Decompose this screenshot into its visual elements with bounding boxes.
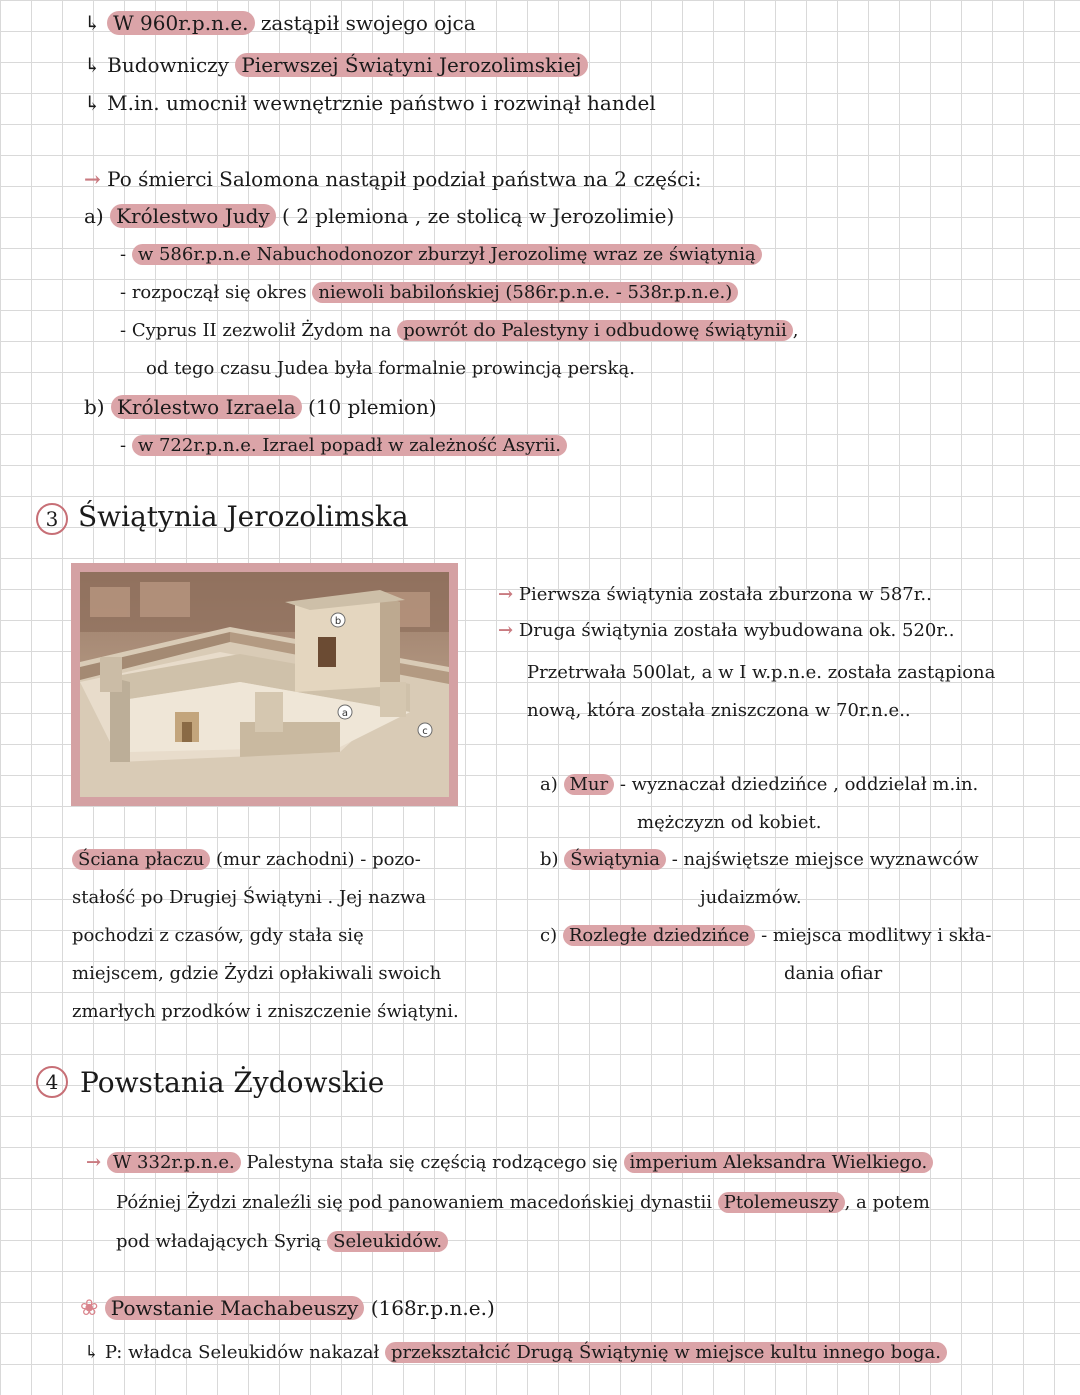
wailing-wall-line-3: pochodzi z czasów, gdy stała się [72, 925, 364, 946]
wailing-wall-line-4: miejscem, gdzie Żydzi opłakiwali swoich [72, 963, 442, 984]
division-a-continuation: od tego czasu Judea była formalnie prowincją perską. [146, 358, 635, 379]
intro-line-2: ↳ Budowniczy Pierwszej Świątyni Jerozolimskiej [84, 52, 588, 78]
highlight: Królestwo Izraela [111, 395, 302, 419]
arrow-icon: → [86, 1152, 102, 1173]
temple-part-a-cont: mężczyzn od kobiet. [637, 812, 822, 833]
wailing-wall-line-5: zmarłych przodków i zniszczenie świątyni. [72, 1001, 459, 1022]
temple-part-a: a) Mur - wyznaczał dziedzińce , oddzielał m.in. [540, 774, 979, 795]
division-b: b) Królestwo Izraela (10 plemion) [84, 395, 437, 419]
intro-line-1: ↳ W 960r.p.n.e. zastąpił swojego ojca [84, 11, 476, 35]
highlight: Ściana płaczu [72, 849, 210, 870]
section4-paragraph-2: Później Żydzi znaleźli się pod panowaniem macedońskiej dynastii Ptolemeuszy , a potem [116, 1192, 930, 1213]
division-a: a) Królestwo Judy ( 2 plemiona , ze stolicą w Jerozolimie) [84, 204, 675, 228]
photo-label-c: c [422, 726, 428, 737]
arrow-icon: → [498, 620, 514, 641]
highlight: przekształcić Drugą Świątynię w miejsce kultu innego boga. [385, 1342, 947, 1363]
arrow-icon: → [498, 584, 514, 605]
highlight: imperium Aleksandra Wielkiego. [624, 1152, 934, 1173]
highlight: Świątynia [564, 849, 666, 870]
highlight: Królestwo Judy [110, 204, 276, 228]
temple-fact-3: Przetrwała 500lat, a w I w.p.n.e. została zastąpiona [527, 662, 996, 683]
division-a-item-2: - rozpoczął się okres niewoli babilońskiej (586r.p.n.e. - 538r.p.n.e.) [120, 280, 738, 306]
section4-paragraph-3: pod władających Syrią Seleukidów. [116, 1229, 448, 1255]
section-number-3: 3 [36, 503, 68, 535]
section-title-3: Świątynia Jerozolimska [78, 500, 409, 533]
intro-line-3: ↳ M.in. umocnił wewnętrznie państwo i rozwinął handel [84, 91, 656, 115]
division-a-item-3: - Cyprus II zezwolił Żydom na powrót do Palestyny i odbudowę świątynii , [120, 320, 799, 341]
highlight: powrót do Palestyny i odbudowę świątynii [397, 320, 793, 341]
temple-part-c: c) Rozległe dziedzińce - miejsca modlitwy i skła- [540, 925, 992, 946]
highlight: Pierwszej Świątyni Jerozolimskiej [235, 53, 587, 77]
wailing-wall-line-1: Ściana płaczu (mur zachodni) - pozo- [72, 847, 421, 873]
arrow-icon: → [84, 167, 101, 191]
temple-part-c-cont: dania ofiar [784, 963, 883, 984]
temple-fact-2: → Druga świątynia została wybudowana ok. 520r.. [498, 620, 955, 641]
highlight: Mur [564, 774, 615, 795]
highlight: niewoli babilońskiej (586r.p.n.e. - 538r.p.n.e.) [312, 282, 738, 303]
highlight: W 960r.p.n.e. [107, 11, 254, 35]
highlight: W 332r.p.n.e. [107, 1152, 241, 1173]
uprising-heading: ❀ Powstanie Machabeuszy (168r.p.n.e.) [80, 1296, 495, 1321]
flower-icon: ❀ [80, 1296, 99, 1321]
temple-fact-4: nową, która została zniszczona w 70r.n.e.. [527, 700, 911, 721]
temple-model-photo [80, 572, 449, 797]
division-b-item: - w 722r.p.n.e. Izrael popadł w zależność Asyrii. [120, 433, 567, 459]
division-a-item-1: - w 586r.p.n.e Nabuchodonozor zburzył Jerozolimę wraz ze świątynią [120, 242, 762, 268]
uprising-cause: ↳ P: władca Seleukidów nakazał przekształcić Drugą Świątynię w miejsce kultu innego boga. [84, 1340, 947, 1366]
division-intro: → Po śmierci Salomona nastąpił podział państwa na 2 części: [84, 167, 702, 191]
section4-paragraph-1: → W 332r.p.n.e. Palestyna stała się częścią rodzącego się imperium Aleksandra Wielkiego. [86, 1150, 933, 1176]
section-title-4: Powstania Żydowskie [80, 1066, 385, 1099]
photo-label-a: a [341, 708, 349, 719]
highlight: w 722r.p.n.e. Izrael popadł w zależność Asyrii. [132, 435, 567, 456]
photo-label-b: b [334, 616, 342, 627]
section-number-4: 4 [36, 1066, 68, 1098]
temple-photo-frame [71, 563, 458, 806]
temple-part-b-cont: judaizmów. [700, 887, 802, 908]
highlight: Powstanie Machabeuszy [105, 1296, 365, 1320]
highlight: Seleukidów. [327, 1231, 448, 1252]
wailing-wall-line-2: stałość po Drugiej Świątyni . Jej nazwa [72, 887, 427, 908]
highlight: Ptolemeuszy [718, 1192, 845, 1213]
temple-part-b: b) Świątynia - najświętsze miejsce wyznawców [540, 849, 979, 870]
temple-fact-1: → Pierwsza świątynia została zburzona w 587r.. [498, 584, 932, 605]
highlight: w 586r.p.n.e Nabuchodonozor zburzył Jerozolimę wraz ze świątynią [132, 244, 762, 265]
highlight: Rozległe dziedzińce [563, 925, 756, 946]
